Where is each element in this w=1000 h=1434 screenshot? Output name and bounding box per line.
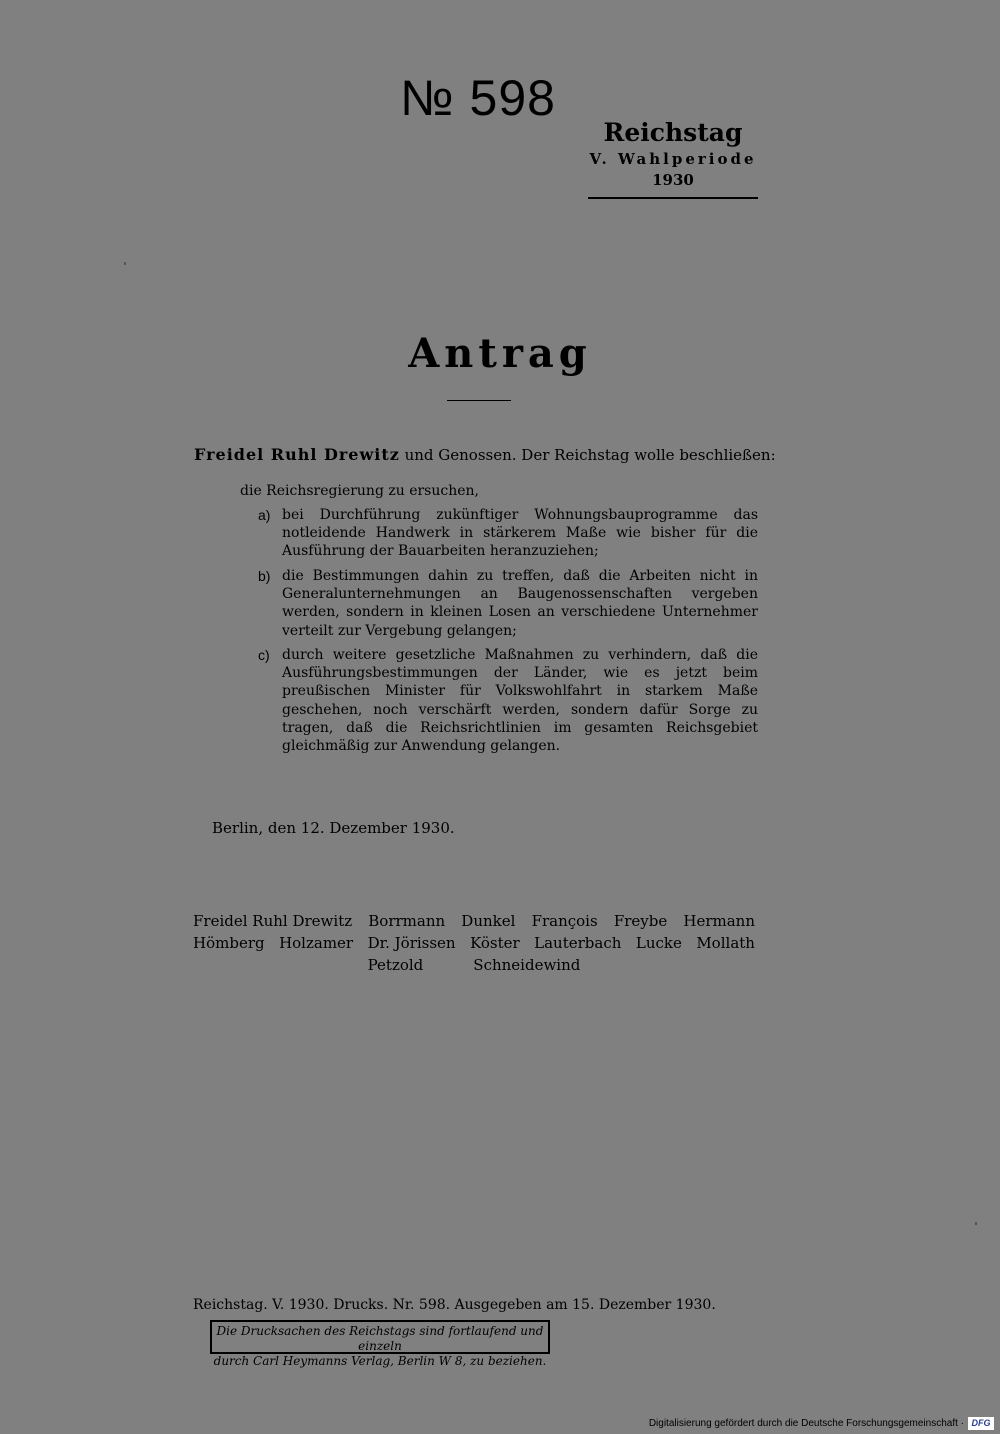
list-item (258, 567, 758, 640)
signatory-name: Schneidewind (473, 956, 581, 974)
signatories-block (193, 910, 755, 976)
parliament-header (588, 118, 758, 190)
signatory-name: Mollath (696, 934, 755, 952)
scan-mark (975, 1222, 977, 1225)
digitization-note: Digitalisierung gefördert durch die Deutsche Forschungsgemeinschaft · (648, 1418, 964, 1429)
signatory-name: Holzamer (279, 934, 354, 952)
intro-text: und Genossen. Der Reichstag wolle beschließen: (404, 446, 776, 464)
signatory-name: Lauterbach (534, 934, 622, 952)
header-divider (588, 197, 758, 199)
signatory-name: Petzold (367, 956, 424, 974)
signatory-row (193, 932, 755, 954)
header-wahlperiode: V. Wahlperiode (589, 150, 757, 168)
signatory-row (193, 954, 755, 976)
list-item (258, 646, 758, 755)
signatory-name: Dunkel (461, 912, 516, 930)
header-year: 1930 (652, 171, 694, 189)
scan-mark (124, 262, 126, 265)
item-text: durch weitere gesetzliche Maßnahmen zu verhindern, daß die Ausführungsbestimmungen der Länder, wie es jetzt beim preußischen Minister für Volkswohlfahrt in starkem Maße geschehen, noch verschärft werden, sondern dafür Sorge zu tragen, daß die Reichsrichtlinien im gesamten Reichsgebiet gleichmäßig zur Anwendung gelangen. (282, 647, 758, 755)
item-text: bei Durchführung zukünftiger Wohnungsbauprogramme das notleidende Handwerk in stärkerem Maße wie bisher für die Ausführung der Bauarbeiten heranzuziehen; (282, 507, 758, 560)
signatory-name: Lucke (635, 934, 682, 952)
publisher-notice-line: Die Drucksachen des Reichstags sind fortlaufend und einzeln (216, 1324, 544, 1353)
request-line: die Reichsregierung zu ersuchen, (240, 483, 479, 499)
signatory-name: Hermann (683, 912, 755, 930)
print-footer: Reichstag. V. 1930. Drucks. Nr. 598. Ausgegeben am 15. Dezember 1930. (193, 1297, 716, 1313)
signatory-name: Borrmann (368, 912, 446, 930)
item-marker: c) (258, 647, 270, 663)
item-marker: a) (258, 507, 271, 523)
list-item (258, 506, 758, 561)
publisher-notice-box (210, 1320, 550, 1368)
sponsor-names: Freidel Ruhl Drewitz (194, 445, 400, 464)
signatory-name: Dr. Jörissen (367, 934, 456, 952)
signatory-name: Hömberg (193, 934, 265, 952)
intro-paragraph (194, 444, 776, 466)
signatory-name: Freybe (613, 912, 668, 930)
header-reichstag: Reichstag (603, 118, 743, 147)
date-line: Berlin, den 12. Dezember 1930. (212, 819, 455, 837)
signatory-row (193, 910, 755, 932)
signatory-name: Freidel Ruhl Drewitz (193, 912, 353, 930)
document-type-heading: Antrag (408, 330, 592, 377)
signatory-name: François (531, 912, 598, 930)
dfg-logo-icon: DFG (968, 1417, 994, 1430)
item-text: die Bestimmungen dahin zu treffen, daß die Arbeiten nicht in Generalunternehmungen an Baugenossenschaften vergeben werden, sondern in kleinen Losen an verschiedene Unternehmer verteilt zur Vergebung gelangen; (282, 568, 758, 639)
title-divider (447, 400, 511, 401)
publisher-notice-line: durch Carl Heymanns Verlag, Berlin W 8, zu beziehen. (213, 1354, 547, 1368)
document-number: № 598 (400, 70, 556, 126)
signatory-name: Köster (470, 934, 520, 952)
item-marker: b) (258, 568, 271, 584)
